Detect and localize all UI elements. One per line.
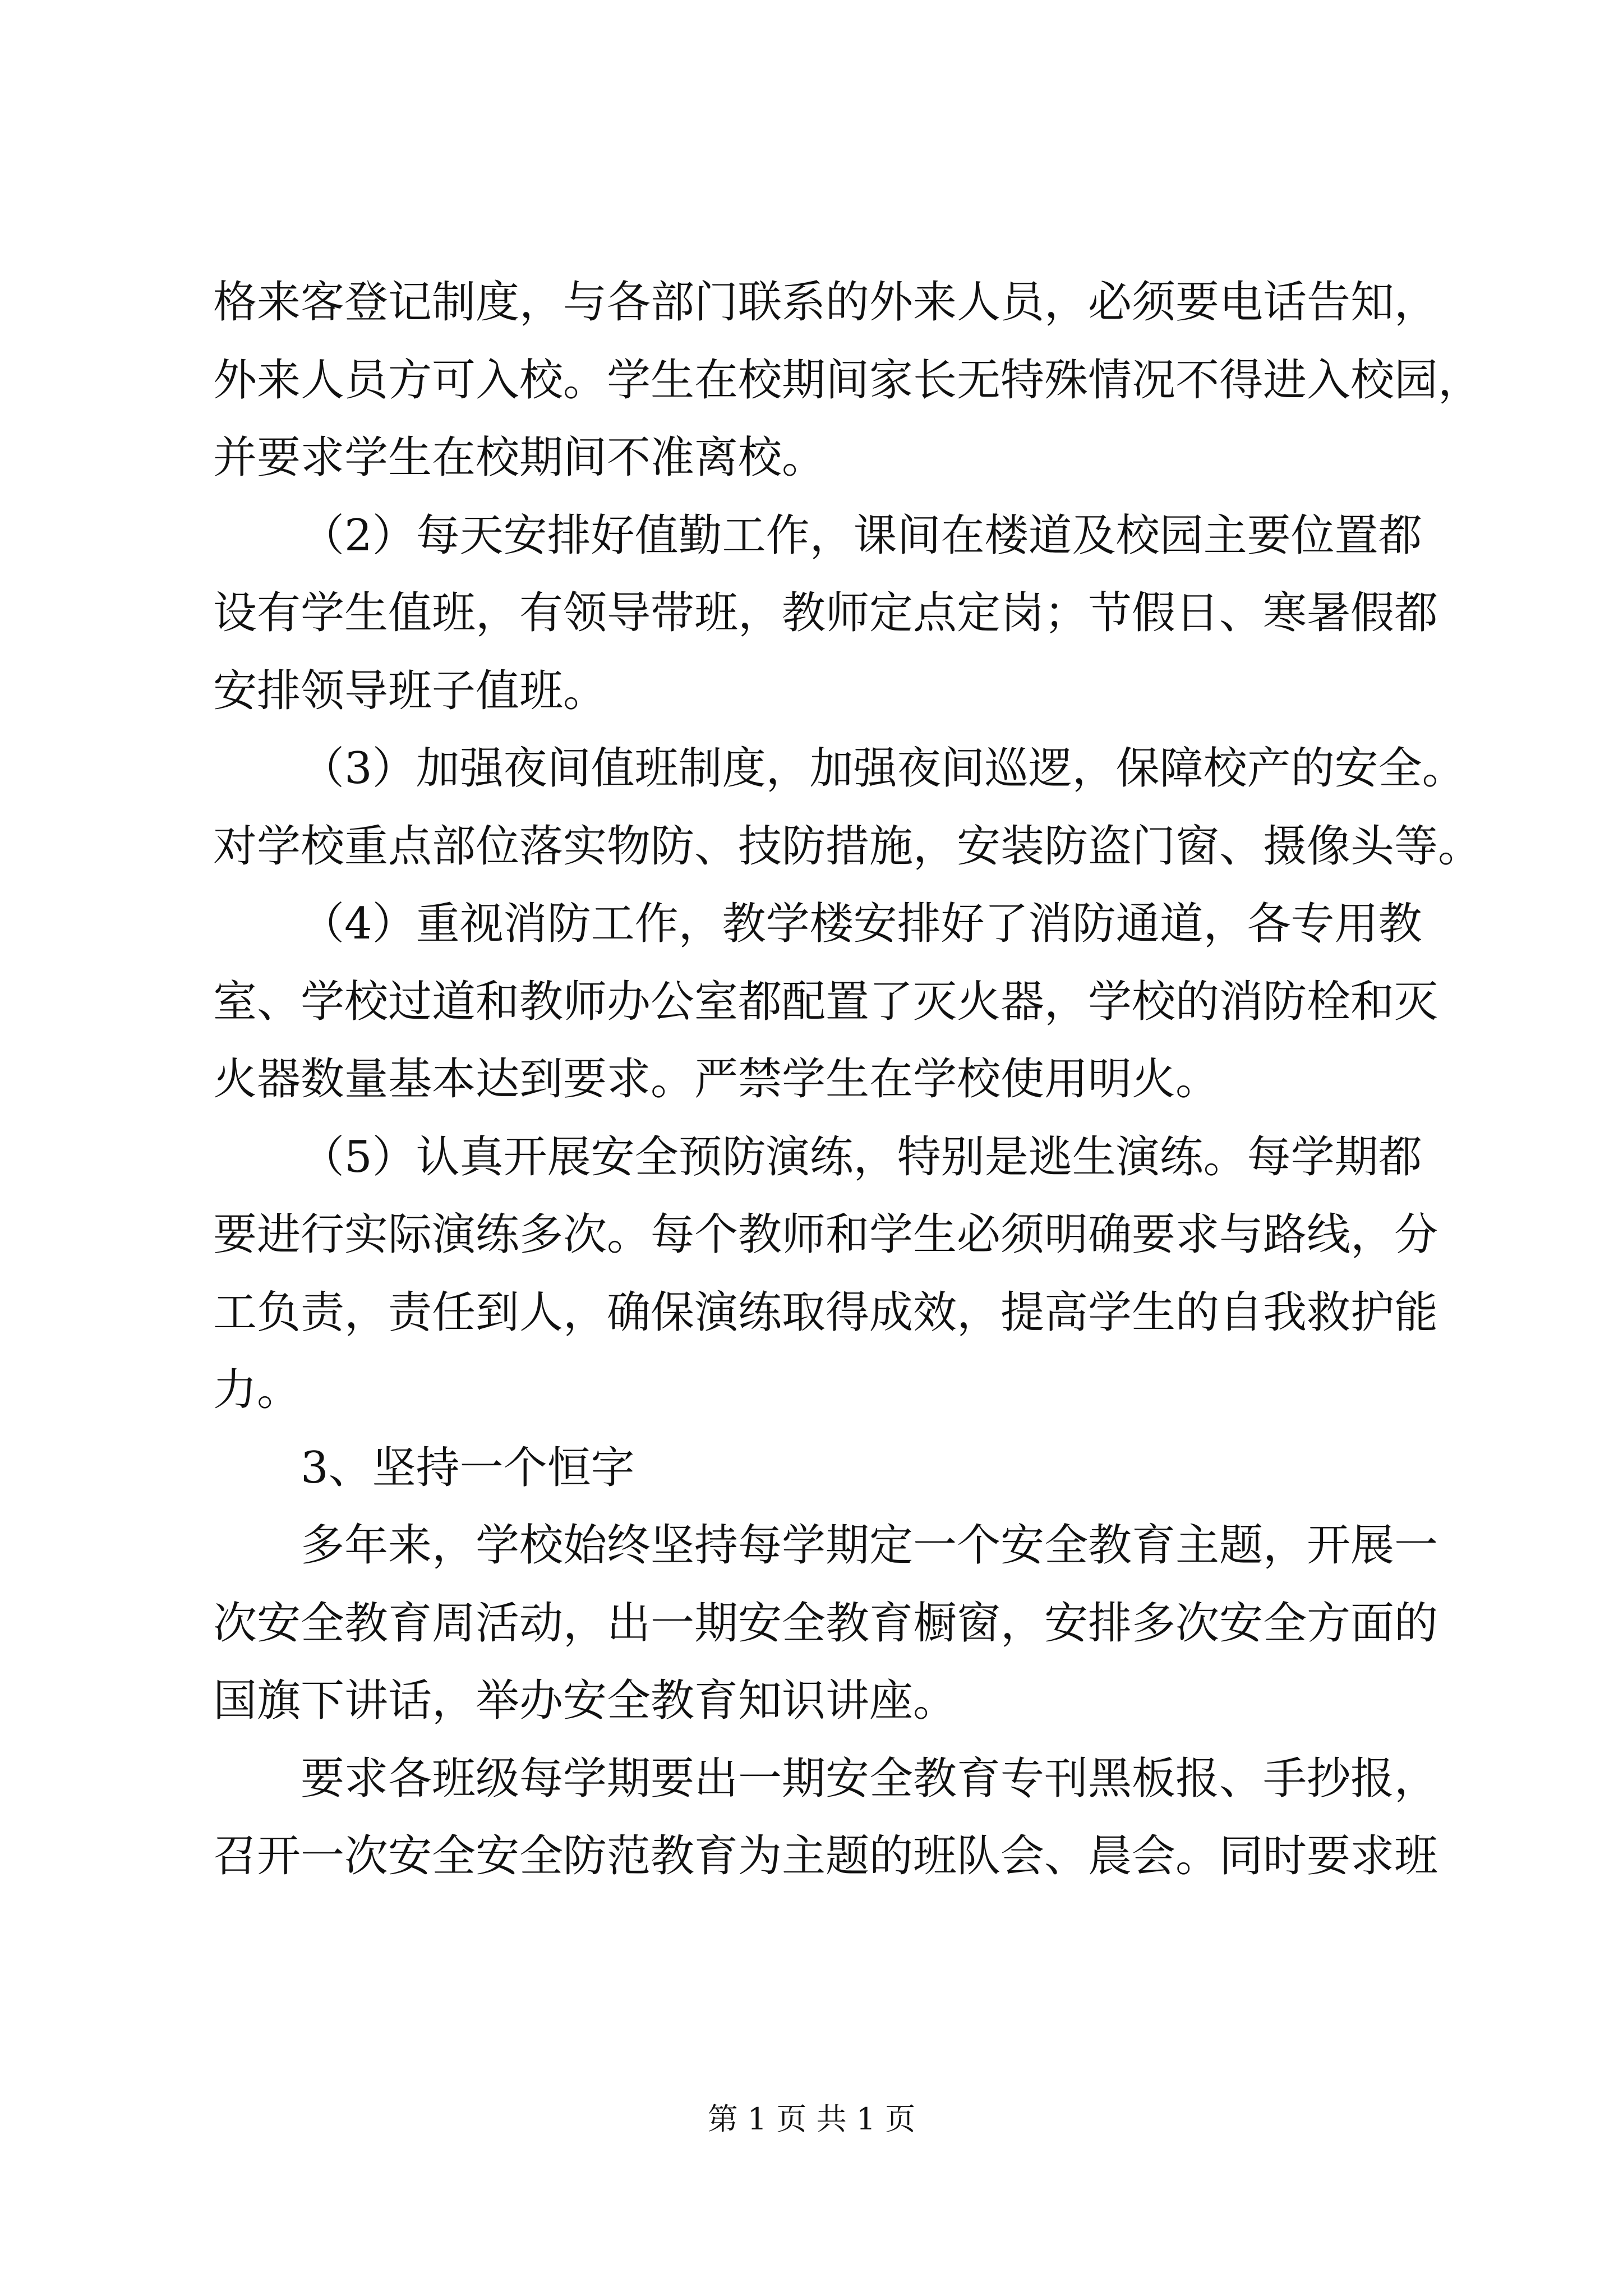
page-footer: 第 1 页 共 1 页: [707, 2101, 916, 2137]
paragraph-many-years: [213, 1507, 1438, 1585]
paragraph-visitor-registration: [213, 264, 1482, 497]
paragraph-class-requirements: [213, 1740, 1438, 1818]
text-line: 力。: [213, 1365, 301, 1415]
text-line: 安排领导班子值班。: [213, 665, 607, 716]
text-line: （3）加强夜间值班制度，加强夜间巡逻，保障校产的安全。: [301, 743, 1466, 794]
text-line: （5）认真开展安全预防演练，特别是逃生演练。每学期都: [301, 1131, 1422, 1182]
text-line: 次安全教育周活动，出一期安全教育橱窗，安排多次安全方面的: [213, 1598, 1438, 1649]
text-line: 工负责，责任到人，确保演练取得成效，提高学生的自我救护能: [213, 1287, 1438, 1338]
paragraph-item-5-cont: [213, 1196, 1438, 1429]
text-line: 要求各班级每学期要出一期安全教育专刊黑板报、手抄报，: [301, 1753, 1438, 1804]
paragraph-item-2-cont: [213, 574, 1438, 730]
document-body: [213, 264, 1482, 1895]
text-line: 召开一次安全安全防范教育为主题的班队会、晨会。同时要求班: [213, 1831, 1438, 1881]
text-line: 并要求学生在校期间不准离校。: [213, 432, 826, 483]
text-line: 火器数量基本达到要求。严禁学生在学校使用明火。: [213, 1054, 1220, 1105]
paragraph-item-3: [213, 730, 1466, 808]
paragraph-item-4-cont: [213, 963, 1438, 1119]
section-heading: [213, 1429, 1424, 1507]
text-line: 要进行实际演练多次。每个教师和学生必须明确要求与路线，分: [213, 1209, 1438, 1260]
paragraph-item-2: [213, 497, 1424, 575]
paragraph-item-4: [213, 885, 1424, 963]
paragraph-item-3-cont: [213, 808, 1482, 886]
text-line: 3、坚持一个恒字: [301, 1442, 635, 1493]
text-line: 国旗下讲话，举办安全教育知识讲座。: [213, 1676, 957, 1726]
text-line: 格来客登记制度，与各部门联系的外来人员，必须要电话告知，: [213, 277, 1438, 328]
text-line: 外来人员方可入校。学生在校期间家长无特殊情况不得进入校园，: [213, 355, 1482, 406]
text-line: （4）重视消防工作，教学楼安排好了消防通道，各专用教: [301, 899, 1422, 949]
text-line: 多年来，学校始终坚持每学期定一个安全教育主题，开展一: [301, 1520, 1438, 1571]
paragraph-class-requirements-cont: [213, 1818, 1438, 1895]
paragraph-item-5: [213, 1119, 1424, 1197]
text-line: （2）每天安排好值勤工作，课间在楼道及校园主要位置都: [301, 510, 1422, 561]
text-line: 室、学校过道和教师办公室都配置了灭火器，学校的消防栓和灭: [213, 976, 1438, 1027]
text-line: 设有学生值班，有领导带班，教师定点定岗；节假日、寒暑假都: [213, 588, 1438, 638]
text-line: 对学校重点部位落实物防、技防措施，安装防盗门窗、摄像头等。: [213, 821, 1482, 872]
paragraph-many-years-cont: [213, 1585, 1438, 1740]
